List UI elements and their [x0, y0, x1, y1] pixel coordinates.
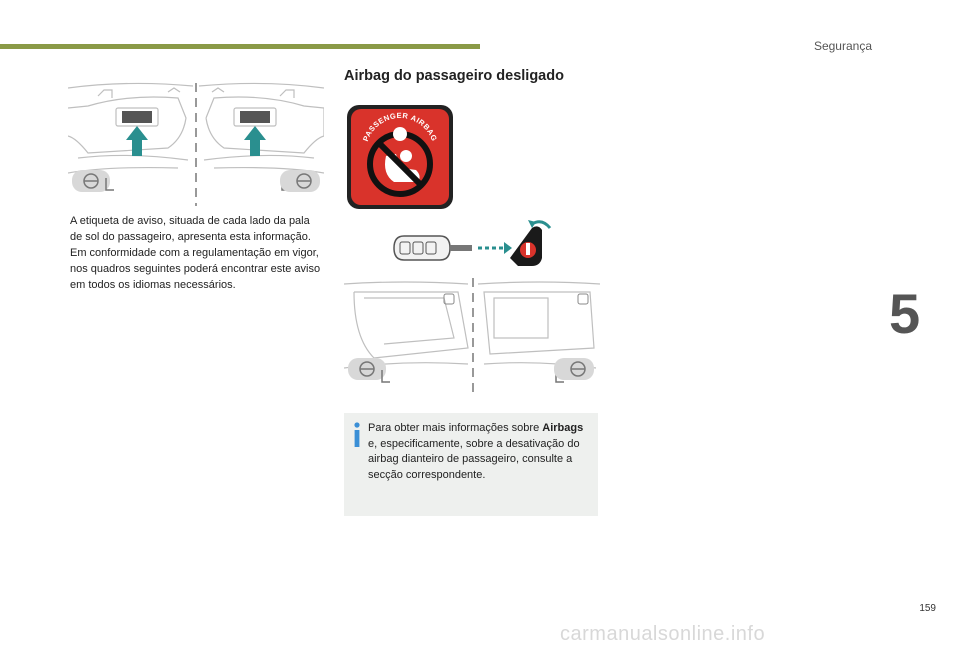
info-note-text	[368, 421, 590, 483]
passenger-airbag-warning-label	[346, 104, 454, 210]
steering-wheel-icon	[280, 170, 320, 192]
info-note-lead: Para obter mais informações sobre	[368, 422, 543, 434]
visor-label-left	[122, 111, 152, 123]
section-heading: Airbag do passageiro desligado	[344, 68, 564, 84]
steering-wheel-icon	[554, 358, 594, 380]
steering-wheel-icon	[72, 170, 110, 192]
warning-label-paragraph: A etiqueta de aviso, situada de cada lado da pala de sol do passageiro, apresenta esta informação.	[70, 215, 311, 243]
key-switch-drawing	[392, 218, 554, 278]
switch-slot-icon	[578, 294, 588, 304]
arrow-right-icon	[504, 242, 512, 254]
info-note-bold: Airbags	[542, 422, 584, 434]
sun-visor-drawing	[68, 78, 324, 208]
regulation-paragraph: Em conformidade com a regulamentação em vigor, nos quadros seguintes poderá encontrar este aviso em todos os idiomas necessários.	[70, 247, 321, 291]
arrow-up-icon	[126, 126, 148, 156]
watermark: carmanualsonline.info	[560, 623, 766, 645]
info-icon	[352, 422, 362, 448]
key-icon	[394, 236, 472, 260]
sun-visor-illustration	[68, 78, 324, 208]
section-title: Segurança	[813, 39, 872, 53]
warning-label-drawing	[346, 104, 454, 210]
glovebox-illustration	[344, 278, 600, 398]
visor-label-right	[240, 111, 270, 123]
page-number: 159	[919, 603, 936, 614]
arrow-up-icon	[244, 126, 266, 156]
left-body-text	[70, 213, 322, 293]
info-note-box	[344, 413, 598, 516]
header-accent-bar	[0, 44, 480, 49]
key-switch-illustration	[392, 218, 554, 278]
steering-wheel-icon	[348, 358, 386, 380]
chapter-number: 5	[889, 282, 921, 345]
info-note-rest: e, especificamente, sobre a desativação do airbag dianteiro de passageiro, consulte a secção correspondente.	[368, 437, 580, 481]
warning-label-text: PASSENGER AIRBAG	[360, 110, 440, 143]
glovebox-drawing	[344, 278, 600, 398]
airbag-switch-icon	[510, 226, 542, 266]
